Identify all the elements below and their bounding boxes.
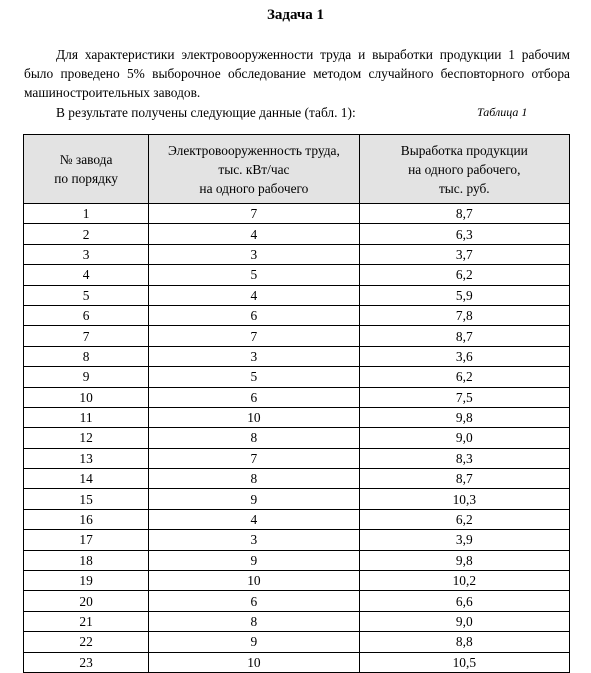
table-row [24, 652, 570, 672]
power-ratio-cell: 5 [149, 265, 359, 285]
table-header-row [24, 135, 570, 204]
power-ratio-cell: 4 [149, 509, 359, 529]
plant-number-cell: 7 [24, 326, 149, 346]
plant-number-cell: 2 [24, 224, 149, 244]
output-cell: 6,2 [359, 367, 569, 387]
plant-number-cell: 13 [24, 448, 149, 468]
plant-number-cell: 10 [24, 387, 149, 407]
power-ratio-cell: 8 [149, 428, 359, 448]
plant-number-cell: 21 [24, 611, 149, 631]
intro-paragraph: Для характеристики электровооруженности труда и выработки продукции 1 рабочим было проведено 5% выборочное обследование методом случайного бесповторного отбора машиностроительных заводов. [24, 47, 570, 100]
power-ratio-cell: 6 [149, 591, 359, 611]
plant-number-cell: 16 [24, 509, 149, 529]
header-line: № завода [59, 152, 113, 167]
plant-number-cell: 5 [24, 285, 149, 305]
output-cell: 9,8 [359, 550, 569, 570]
output-cell: 7,8 [359, 305, 569, 325]
plant-number-cell: 20 [24, 591, 149, 611]
output-cell: 8,3 [359, 448, 569, 468]
power-ratio-cell: 10 [149, 407, 359, 427]
header-line: по порядку [54, 171, 118, 186]
plant-number-cell: 8 [24, 346, 149, 366]
power-ratio-cell: 3 [149, 244, 359, 264]
power-ratio-cell: 7 [149, 448, 359, 468]
header-line: на одного рабочего, [408, 161, 521, 177]
table-row [24, 571, 570, 591]
plant-number-cell: 12 [24, 428, 149, 448]
header-output [359, 135, 569, 204]
power-ratio-cell: 6 [149, 305, 359, 325]
power-ratio-cell: 4 [149, 285, 359, 305]
table-row [24, 367, 570, 387]
plant-number-cell: 9 [24, 367, 149, 387]
header-line: тыс. кВт/час [218, 161, 290, 177]
plant-number-cell: 15 [24, 489, 149, 509]
table-row [24, 265, 570, 285]
header-power-ratio [149, 135, 359, 204]
table-label: Таблица 1 [477, 105, 528, 119]
power-ratio-cell: 9 [149, 632, 359, 652]
plant-number-cell: 22 [24, 632, 149, 652]
header-line: Выработка продукции [400, 142, 528, 158]
output-cell: 3,9 [359, 530, 569, 550]
output-cell: 8,8 [359, 632, 569, 652]
table-row [24, 509, 570, 529]
power-ratio-cell: 8 [149, 469, 359, 489]
output-cell: 10,2 [359, 571, 569, 591]
plant-number-cell: 3 [24, 244, 149, 264]
power-ratio-cell: 7 [149, 204, 359, 224]
power-ratio-cell: 10 [149, 571, 359, 591]
plant-number-cell: 6 [24, 305, 149, 325]
table-row [24, 591, 570, 611]
table-body [24, 204, 570, 673]
output-cell: 7,5 [359, 387, 569, 407]
header-line: на одного рабочего [199, 180, 309, 196]
table-row [24, 632, 570, 652]
output-cell: 9,8 [359, 407, 569, 427]
result-paragraph: В результате получены следующие данные (табл. 1): [56, 105, 356, 120]
header-line: Электровооруженность труда, [168, 142, 340, 158]
table-row [24, 224, 570, 244]
output-cell: 6,3 [359, 224, 569, 244]
table-row [24, 550, 570, 570]
table-row [24, 387, 570, 407]
table-row [24, 448, 570, 468]
output-cell: 6,2 [359, 265, 569, 285]
output-cell: 8,7 [359, 326, 569, 346]
table-row [24, 407, 570, 427]
output-cell: 3,6 [359, 346, 569, 366]
output-cell: 3,7 [359, 244, 569, 264]
plant-number-cell: 4 [24, 265, 149, 285]
header-plant-number [24, 135, 149, 204]
plant-number-cell: 11 [24, 407, 149, 427]
power-ratio-cell: 9 [149, 550, 359, 570]
task-title: Задача 1 [266, 7, 325, 23]
output-cell: 6,6 [359, 591, 569, 611]
output-cell: 9,0 [359, 611, 569, 631]
plant-number-cell: 14 [24, 469, 149, 489]
table-row [24, 611, 570, 631]
plant-number-cell: 17 [24, 530, 149, 550]
table-row [24, 346, 570, 366]
table-row [24, 530, 570, 550]
table-row [24, 469, 570, 489]
power-ratio-cell: 4 [149, 224, 359, 244]
table-row [24, 489, 570, 509]
power-ratio-cell: 10 [149, 652, 359, 672]
plant-number-cell: 18 [24, 550, 149, 570]
output-cell: 8,7 [359, 204, 569, 224]
output-cell: 6,2 [359, 509, 569, 529]
data-table-container [23, 134, 570, 673]
data-table [23, 134, 570, 673]
plant-number-cell: 23 [24, 652, 149, 672]
power-ratio-cell: 8 [149, 611, 359, 631]
power-ratio-cell: 3 [149, 530, 359, 550]
plant-number-cell: 1 [24, 204, 149, 224]
table-row [24, 428, 570, 448]
power-ratio-cell: 5 [149, 367, 359, 387]
output-cell: 5,9 [359, 285, 569, 305]
power-ratio-cell: 7 [149, 326, 359, 346]
table-row [24, 244, 570, 264]
plant-number-cell: 19 [24, 571, 149, 591]
table-row [24, 326, 570, 346]
table-row [24, 204, 570, 224]
table-row [24, 305, 570, 325]
header-line: тыс. руб. [438, 180, 490, 196]
output-cell: 10,5 [359, 652, 569, 672]
power-ratio-cell: 9 [149, 489, 359, 509]
table-row [24, 285, 570, 305]
power-ratio-cell: 6 [149, 387, 359, 407]
output-cell: 9,0 [359, 428, 569, 448]
power-ratio-cell: 3 [149, 346, 359, 366]
output-cell: 10,3 [359, 489, 569, 509]
output-cell: 8,7 [359, 469, 569, 489]
